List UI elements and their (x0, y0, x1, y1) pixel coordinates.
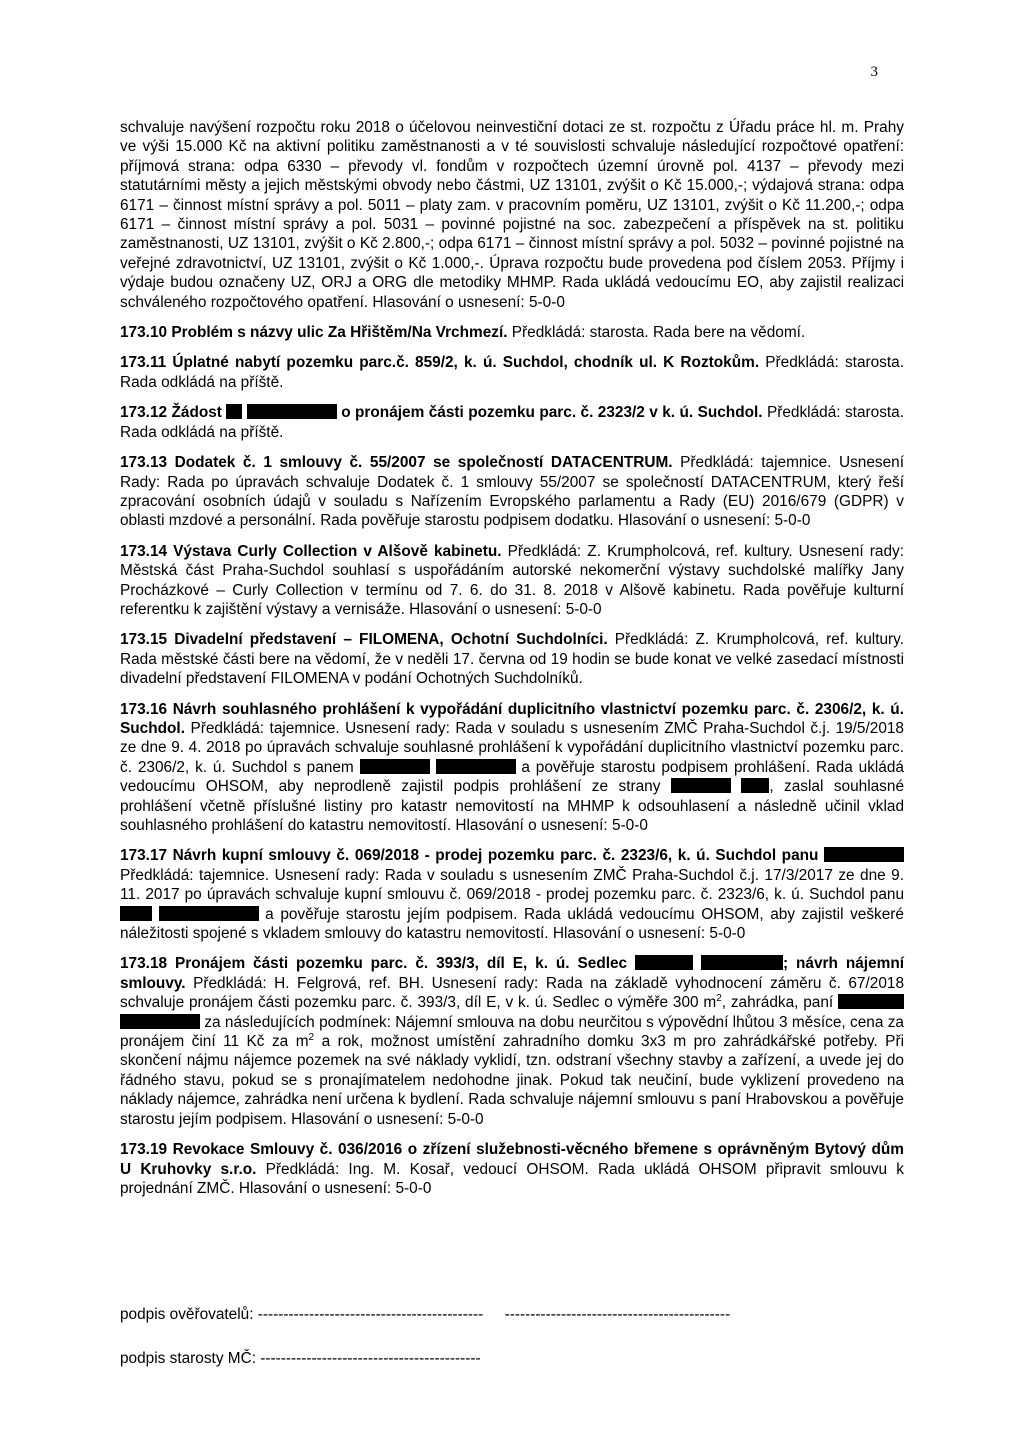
item-body-cont: za následujících podmínek: Nájemní smlouva na dobu neurčitou s výpovědní lhůtou 3 měsíce, cena za pronájem činí 11 Kč za m (120, 1013, 904, 1051)
item-173-16 (120, 700, 904, 836)
item-body-cont: a pověřuje starostu jejím podpisem. Rada ukládá vedoucímu OHSOM, aby zajistil veškeré náležitosti spojené s vkladem smlouvy do katastru nemovitostí. Hlasování o usnesení: 5-0-0 (120, 905, 904, 943)
item-173-15 (120, 630, 904, 688)
redaction-block (741, 778, 769, 793)
item-173-18 (120, 954, 904, 1129)
document-body (120, 118, 904, 1209)
item-body-cont: , zaslal souhlasné prohlášení včetně příslušné listiny pro katastr nemovitostí na MHMP k odsouhlasení a následně učinil vklad souhlasného prohlášení do katastru nemovitostí. Hlasování o usnesení: 5-0-0 (120, 778, 904, 834)
item-heading-cont: o pronájem části pozemku parc. č. 2323/2 v k. ú. Suchdol. (336, 404, 763, 422)
redaction-block (360, 759, 430, 774)
item-173-19 (120, 1140, 904, 1198)
signature-dashes: -------------------------------------------- (504, 1306, 731, 1323)
item-173-13 (120, 453, 904, 531)
item-body: Předkládá: tajemnice. Usnesení rady: Rada v souladu s usnesením ZMČ Praha-Suchdol č.j. 17/3/2017 ze dne 9. 11. 2017 po úpravách schvaluje kupní smlouvu č. 069/2018 - prodej pozemku parc. č. 2323/6, k. ú. Suchdol panu (120, 866, 904, 904)
item-body: Předkládá: starosta. Rada odkládá na příště. (120, 404, 904, 441)
item-heading: 173.19 Revokace Smlouvy č. 036/2016 o zřízení služebnosti-věcného břemene s oprávněným Bytový dům U Kruhovky s.r.o. (120, 1141, 904, 1178)
item-heading: 173.18 Pronájem části pozemku parc. č. 393/3, díl E, k. ú. Sedlec (120, 955, 636, 973)
redaction-block (824, 847, 904, 862)
item-heading: 173.16 Návrh souhlasného prohlášení k vypořádání duplicitního vlastnictví pozemku parc. č. 2306/2, k. ú. Suchdol. (120, 700, 904, 737)
redaction-block (247, 404, 337, 419)
item-body-cont: , zahrádka, paní (721, 994, 838, 1012)
superscript: 2 (716, 993, 722, 1005)
redaction-block (120, 906, 152, 921)
item-heading: 173.13 Dodatek č. 1 smlouvy č. 55/2007 se společností DATACENTRUM. (120, 454, 673, 472)
redaction-block (838, 994, 904, 1009)
item-body: Předkládá: tajemnice. Usnesení Rady: Rada po úpravách schvaluje Dodatek č. 1 smlouvy 55/2007 se společností DATACENTRUM, který řeší zpracování osobních údajů v souladu s Nařízením Evropského parlamentu a Rady (EU) 2016/679 (GDPR) v oblasti mzdové a personální. Rada pověřuje starostu podpisem dodatku. Hlasování o usnesení: 5-0-0 (120, 454, 904, 530)
item-heading: 173.11 Úplatné nabytí pozemku parc.č. 859/2, k. ú. Suchdol, chodník ul. K Roztokům. (120, 354, 760, 372)
intro-paragraph: schvaluje navýšení rozpočtu roku 2018 o účelovou neinvestiční dotaci ze st. rozpočtu z Úřadu práce hl. m. Prahy ve výši 15.000 Kč na aktivní politiku zaměstnanosti a v té souvislosti schvaluje následující rozpočtové opatření: příjmová strana: odpa 6330 – převody vl. fondům v rozpočtech územní úrovně pol. 4137 – převody mezi statutárními městy a jejich městskými obvody nebo částmi, UZ 13101, zvýšit o Kč 15.000,-; výdajová strana: odpa 6171 – činnost místní správy a pol. 5011 – platy zam. v pracovním poměru, UZ 13101, zvýšit o Kč 11.200,-; odpa 6171 – činnost místní správy a pol. 5031 – povinné pojistné na soc. zabezpečení a příspěvek na st. politiku zaměstnanosti, UZ 13101, zvýšit o Kč 2.800,-; odpa 6171 – činnost místní správy a pol. 5032 – povinné pojistné na veřejné zdravotnictví, UZ 13101, zvýšit o Kč 1.000,-. Úprava rozpočtu bude provedena pod číslem 2053. Příjmy i výdaje budou označeny UZ, ORJ a ORG dle metodiky MHMP. Rada ukládá vedoucímu EO, aby zajistil realizaci schváleného rozpočtového opatření. Hlasování o usnesení: 5-0-0 (120, 119, 904, 311)
superscript: 2 (308, 1031, 315, 1043)
item-body-cont: a rok, možnost umístění zahradního domku 3x3 m pro zahrádkářské potřeby. Při skončení nájmu nájemce pozemek na své náklady vyklidí, tzn. odstraní všechny stavby a zařízení, a uvede jej do řádného stavu, pokud se s pronajímatelem nedohodne jinak. Pokud tak neučiní, bude vyklizení provedeno na náklady nájemce, zahrádka není určena k bydlení. Rada schvaluje nájemní smlouvu s paní Hrabovskou a pověřuje starostu jejím podpisem. Hlasování o usnesení: 5-0-0 (120, 1033, 904, 1128)
item-body: Předkládá: H. Felgrová, ref. BH. Usnesení rady: Rada na základě vyhodnocení záměru č. 67/2018 schvaluje pronájem části pozemku parc. č. 393/3, díl E, v k. ú. Sedlec o výměře 300 m (120, 974, 904, 1012)
item-heading: 173.10 Problém s názvy ulic Za Hřištěm/Na Vrchmezí. (120, 324, 508, 342)
item-heading: 173.15 Divadelní představení – FILOMENA, Ochotní Suchdolníci. (120, 631, 608, 649)
redaction-block (671, 778, 731, 793)
signature-dashes: -------------------------------------------- (257, 1306, 484, 1323)
item-173-17 (120, 846, 904, 943)
verifiers-signature-line (120, 1306, 730, 1324)
redaction-block (159, 906, 259, 921)
item-173-11 (120, 353, 904, 392)
item-body: Předkládá: starosta. Rada odkládá na příště. (120, 354, 904, 391)
item-173-12 (120, 403, 904, 442)
mayor-label: podpis starosty MČ: (120, 1350, 261, 1367)
redaction-block (120, 1014, 200, 1029)
item-heading: 173.17 Návrh kupní smlouvy č. 069/2018 - prodej pozemku parc. č. 2323/6, k. ú. Suchdol panu (120, 847, 824, 865)
item-body-cont: a pověřuje starostu podpisem prohlášení. Rada ukládá vedoucímu OHSOM, aby neprodleně zajistil podpis prohlášení ze strany (120, 758, 904, 796)
redaction-block (226, 404, 242, 419)
item-heading-cont: ; návrh nájemní smlouvy. (120, 955, 904, 992)
item-body: Předkládá: Z. Krumpholcová, ref. kultury. Rada městské části bere na vědomí, že v neděli 17. června od 19 hodin se bude konat ve velké zasedací místnosti divadelní představení FILOMENA v podání Ochotných Suchdolníků. (120, 631, 904, 688)
mayor-signature-line (120, 1350, 481, 1368)
page-number: 3 (870, 64, 878, 80)
redaction-block (436, 759, 516, 774)
redaction-block (701, 955, 783, 970)
verifiers-label: podpis ověřovatelů: (120, 1306, 258, 1323)
item-body: Předkládá: Z. Krumpholcová, ref. kultury. Usnesení rady: Městská část Praha-Suchdol souhlasí s uspořádáním autorské nekomerční výstavy suchdolské malířky Jany Procházkové – Curly Collection v termínu od 7. 6. do 31. 8. 2018 v Alšově kabinetu. Rada pověřuje kulturní referentku k zajištění výstavy a vernisáže. Hlasování o usnesení: 5-0-0 (120, 542, 905, 618)
item-body: Předkládá: tajemnice. Usnesení rady: Rada v souladu s usnesením ZMČ Praha-Suchdol č.j. 19/5/2018 ze dne 9. 4. 2018 po úpravách schvaluje souhlasné prohlášení k vypořádání duplicitního vlastnictví pozemku parc. č. 2306/2, k. ú. Suchdol s panem (120, 719, 904, 776)
item-heading: 173.12 Žádost (120, 404, 227, 422)
item-heading: 173.14 Výstava Curly Collection v Alšově kabinetu. (120, 542, 502, 560)
item-173-14 (120, 542, 904, 620)
item-body: Předkládá: Ing. M. Kosař, vedoucí OHSOM. Rada ukládá OHSOM připravit smlouvu k projednání ZMČ. Hlasování o usnesení: 5-0-0 (120, 1160, 904, 1197)
redaction-block (635, 955, 693, 970)
item-173-10 (120, 323, 904, 342)
item-body: Předkládá: starosta. Rada bere na vědomí. (507, 324, 806, 342)
signature-dashes: ------------------------------------------- (260, 1350, 481, 1367)
